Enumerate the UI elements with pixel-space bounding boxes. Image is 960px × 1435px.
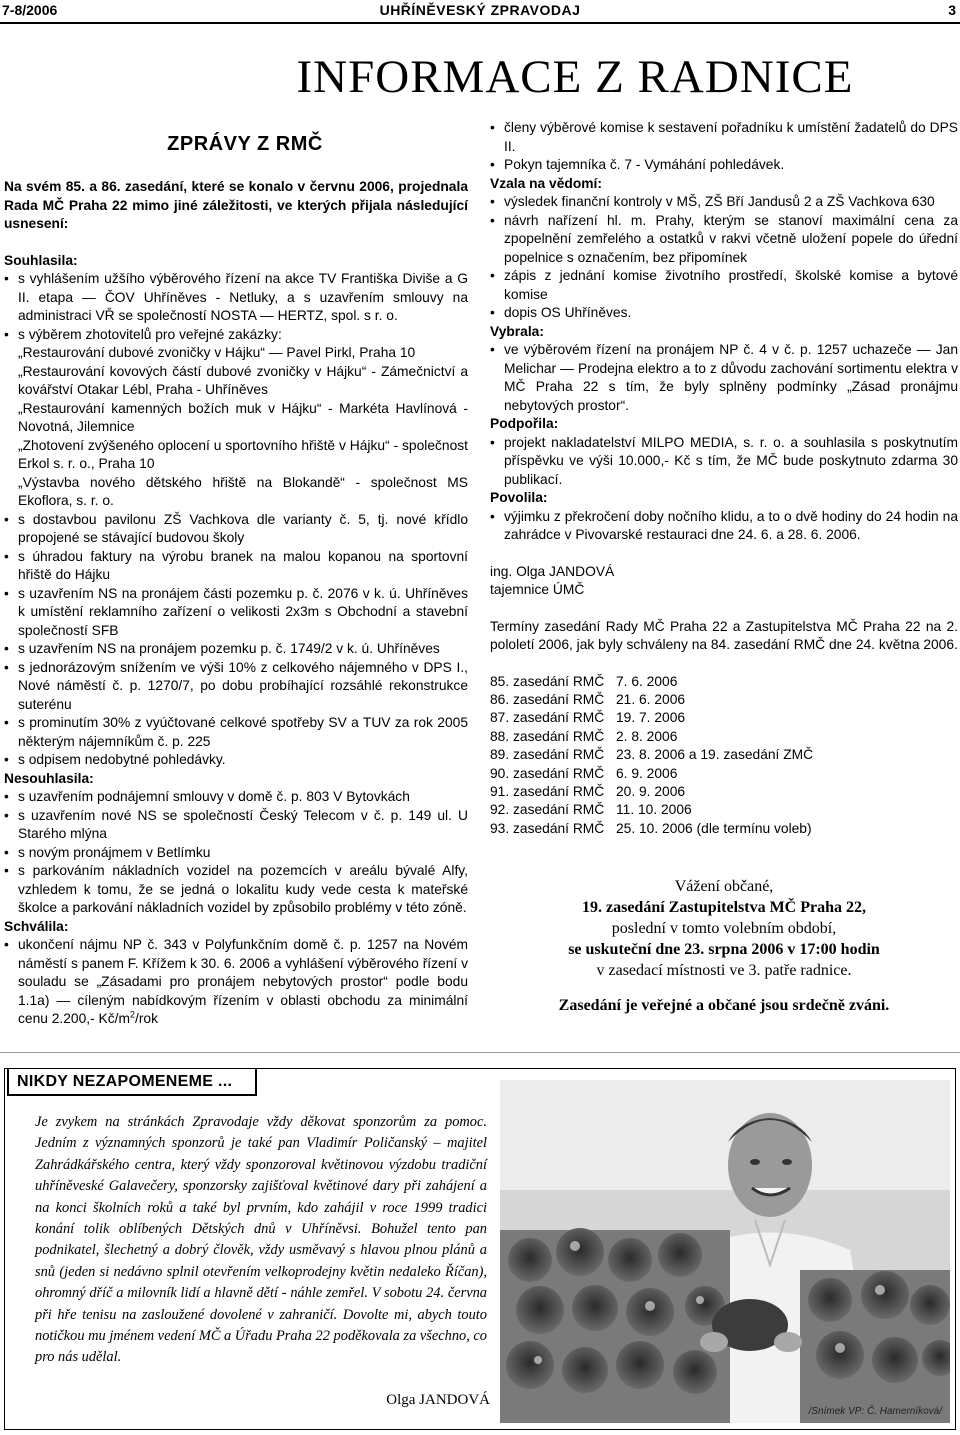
table-row: 89. zasedání RMČ 23. 8. 2006 a 19. zasedání ZMČ [490,747,814,763]
vybrala-list [490,341,958,415]
assembly-notice [490,876,958,1016]
right-column [490,119,958,838]
table-row: 86. zasedání RMČ 21. 6. 2006 [490,691,686,707]
session-schedule [490,673,813,839]
list-item: • s uzavřením NS na pronájem pozemku p. č. 1749/2 v k. ú. Uhříněves [4,640,468,659]
table-row: 90. zasedání RMČ 6. 9. 2006 [490,765,678,781]
left-column [4,178,468,1029]
notice-session: 19. zasedání Zastupitelstva MČ Praha 22, [582,899,866,916]
list-item: • s uzavřením NS na pronájem části pozemku p. č. 2076 v k. ú. Uhříněves k umístění reklamního zařízení o velikosti 2x3m s Obchodní a stavební společností SFB [4,585,468,641]
zakazka-line: „Restaurování kamenných božích muk v Hájku“ - Markéta Havlínová - Novotná, Jilemnice [18,400,468,434]
photo-illustration [500,1080,950,1423]
table-row: 85. zasedání RMČ 7. 6. 2006 [490,673,678,689]
schvalila-list [4,936,468,1029]
page-number: 3 [948,2,956,18]
heading-podporila: Podpořila: [490,416,559,431]
photo-credit: /Snímek VP: Č. Hamerníková/ [808,1406,942,1417]
heading-vybrala: Vybrala: [490,323,544,339]
signature-name: ing. Olga JANDOVÁ [490,563,615,579]
notice-invitation: Zasedání je veřejné a občané jsou srdečně zváni. [558,997,890,1014]
list-item: • s úhradou faktury na výrobu branek na malou kopanou na sportovní hřiště do Hájku [4,548,468,585]
list-item: • s vyhlášením užšího výběrového řízení na akce TV Františka Diviše a G II. etapa — ČOV Uhříněves - Netluky, a s uzavřením smlouvy na administraci VŘ se společností NOSTA — HERTZ, spol. s r. o. [4,270,468,326]
list-item: • s uzavřením podnájemní smlouvy v domě č. p. 803 V Bytovkách [4,788,468,807]
list-item: • výjimku z překročení doby nočního klidu, a to o dvě hodiny do 24 hodin na zahrádce v Pivovarské restauraci dne 24. 6. a 28. 6. 2006. [490,508,958,545]
table-row: 88. zasedání RMČ 2. 8. 2006 [490,728,678,744]
list-item: • projekt nakladatelství MILPO MEDIA, s. r. o. a souhlasila s poskytnutím příspěvku ve výši 10.000,- Kč s tím, že MČ bude poskytnuto zdarma 30 publikací. [490,434,958,490]
podporila-list [490,434,958,490]
list-item: • zápis z jednání komise životního prostředí, školské komise a bytové komise [490,267,958,304]
memorial-title: NIKDY NEZAPOMENEME ... [17,1073,233,1090]
souhlasila-list [4,270,468,344]
publication-name: UHŘÍNĚVESKÝ ZPRAVODAJ [379,2,581,18]
heading-vzala-na-vedomi: Vzala na vědomí: [490,175,602,191]
notice-last-term: poslední v tomto volebním období, [611,920,837,937]
heading-nesouhlasila: Nesouhlasila: [4,770,94,786]
table-row: 87. zasedání RMČ 19. 7. 2006 [490,710,686,726]
list-item: • s uzavřením nové NS se společností Český Telecom v č. p. 149 ul. U Starého mlýna [4,807,468,844]
souhlasila-list-cont [4,511,468,770]
section-divider [0,1052,960,1053]
table-row: 92. zasedání RMČ 11. 10. 2006 [490,802,692,818]
list-item: • s odpisem nedobytné pohledávky. [4,751,468,770]
notice-greeting: Vážení občané, [674,878,774,895]
list-item: • s prominutím 30% z vyúčtované celkové spotřeby SV a TUV za rok 2005 některým nájemníkům č. p. 225 [4,714,468,751]
memorial-box-tab [7,1068,257,1096]
list-item: • s výběrem zhotovitelů pro veřejné zakázky: [4,326,468,345]
list-item: • výsledek finanční kontroly v MŠ, ZŠ Bří Jandusů 2 a ZŠ Vachkova 630 [490,193,958,212]
issue-number: 7-8/2006 [2,2,58,18]
list-item: • ukončení nájmu NP č. 343 v Polyfunkčním domě č. p. 1257 na Novém náměstí s panem F. Křížem k 30. 6. 2006 a vyhlášení výběrového řízení v souladu se „Zásadami pro pronájem nebytových prostor“ podle bodu 1.1a) — cíleným nabídkovým řízením v oblasti obchodu za minimální cenu 2.200,- $Kč/m^2$/rok [4,936,468,1029]
heading-souhlasila: Souhlasila: [4,252,78,268]
zakazka-line: „Restaurování kovových částí dubové zvoničky v Hájku“ - Zámečnictví a kovářství Otakar Lébl, Praha - Uhříněves [18,363,468,397]
heading-povolila: Povolila: [490,490,548,505]
intro-paragraph: Na svém 85. a 86. zasedání, které se konalo v červnu 2006, projednala Rada MČ Praha 22 mimo jiné záležitosti, ve kterých přijala následující usnesení: [4,179,468,231]
zakazka-line: „Výstavba nového dětského hřiště na Blokandě“ - společnost MS Ekoflora, s. r. o. [18,474,468,508]
list-item: • dopis OS Uhříněves. [490,304,958,323]
list-item: • Pokyn tajemníka č. 7 - Vymáhání pohledávek. [490,156,958,175]
heading-schvalila: Schválila: [4,918,69,934]
notice-date: se uskuteční dne 23. srpna 2006 v 17:00 hodin [568,941,880,958]
list-item: • s novým pronájmem v Betlímku [4,844,468,863]
vzala-list [490,193,958,323]
superscript-2: 2 [129,1009,135,1020]
list-item: • s parkováním nákladních vozidel na pozemcích v areálu bývalé Alfy, vzhledem k tomu, že se jedná o lokalitu kudy vede cesta k mateřské školce a parkování nákladních vozidel by způsobilo problémy v této zóně. [4,862,468,918]
session-terms-intro: Termíny zasedání Rady MČ Praha 22 a Zastupitelstva MČ Praha 22 na 2. pololetí 2006, jak byly schváleny na 84. zasedání RMČ dne 24. května 2006. [490,618,958,652]
list-item: • ve výběrovém řízení na pronájem NP č. 4 v č. p. 1257 uchazeče — Jan Melichar — Prodejna elektro a to z důvodu zachování sortimentu elektra v MČ Praha 22 s tím, že byly splněny podmínky „Zásad pronájmu nebytových prostor“. [490,341,958,415]
list-item: • s dostavbou pavilonu ZŠ Vachkova dle varianty č. 5, tj. nové křídlo propojené se stávající budovou školy [4,511,468,548]
memorial-text: Je zvykem na stránkách Zpravodaje vždy děkovat sponzorům za pomoc. Jedním z významných sponzorů je také pan Vladimír Poličanský – majitel Zahrádkářského centra, který vždy sponzoroval květinovou výzdobu tradiční uhříněveské Galavečery, sponzorsky zajišťoval květinové dary při zahájení a na konci školních roků a také byl prvním, kdo zahájil v roce 1999 tradici konání tolik oblíbených Dětských dnů v Uhříněvsi. Bohužel tento pan podnikatel, šlechetný a dobrý člověk, vždy usměvavý s hlavou plnou plánů a snů (jeden si nedávno splnil otevřením velkoprodejny květin nedaleko Říčan), ohromný dříč a milovník lidí a hlavně dětí - náhle zemřel. V sobotu 24. června při hře tenisu na zasloužené dovolené v zahraničí. Dovolte mi, abych touto notičkou mu jménem vedení MČ a Úřadu Praha 22 poděkovala za všechno, co pro nás udělal. [35,1114,487,1366]
page-header [0,0,960,24]
list-item: • s jednorázovým snížením ve výši 10% z celkového nájemného v DPS I., Nové náměstí č. p. 1270/7, po dobu probíhající rozsáhlé rekonstrukce suterénu [4,659,468,715]
list-item: • návrh nařízení hl. m. Prahy, kterým se stanoví maximální cena za zpopelnění zemřelého a ostatků v rakvi včetně uložení popele do úřední popelnice s označením, bez připomínek [490,212,958,268]
signature-role: tajemnice ÚMČ [490,582,585,597]
memorial-photo [500,1080,950,1423]
list-item: • členy výběrové komise k sestavení pořadníku k umístění žadatelů do DPS II. [490,119,958,156]
zakazka-line: „Restaurování dubové zvoničky v Hájku“ — Pavel Pirkl, Praha 10 [18,345,416,360]
memorial-signature: Olga JANDOVÁ [386,1392,490,1408]
povolila-list [490,508,958,545]
table-row: 93. zasedání RMČ 25. 10. 2006 (dle termínu voleb) [490,820,812,836]
nesouhlasila-list [4,788,468,918]
notice-place: v zasedací místnosti ve 3. patře radnice. [596,962,852,979]
article-title: ZPRÁVY Z RMČ [167,133,323,155]
continued-list [490,119,958,175]
zakazka-line: „Zhotovení zvýšeného oplocení u sportovního hřiště v Hájku“ - společnost Erkol s. r. o., Praha 10 [18,437,468,471]
table-row: 91. zasedání RMČ 20. 9. 2006 [490,783,686,799]
section-title: INFORMACE Z RADNICE [296,51,854,103]
